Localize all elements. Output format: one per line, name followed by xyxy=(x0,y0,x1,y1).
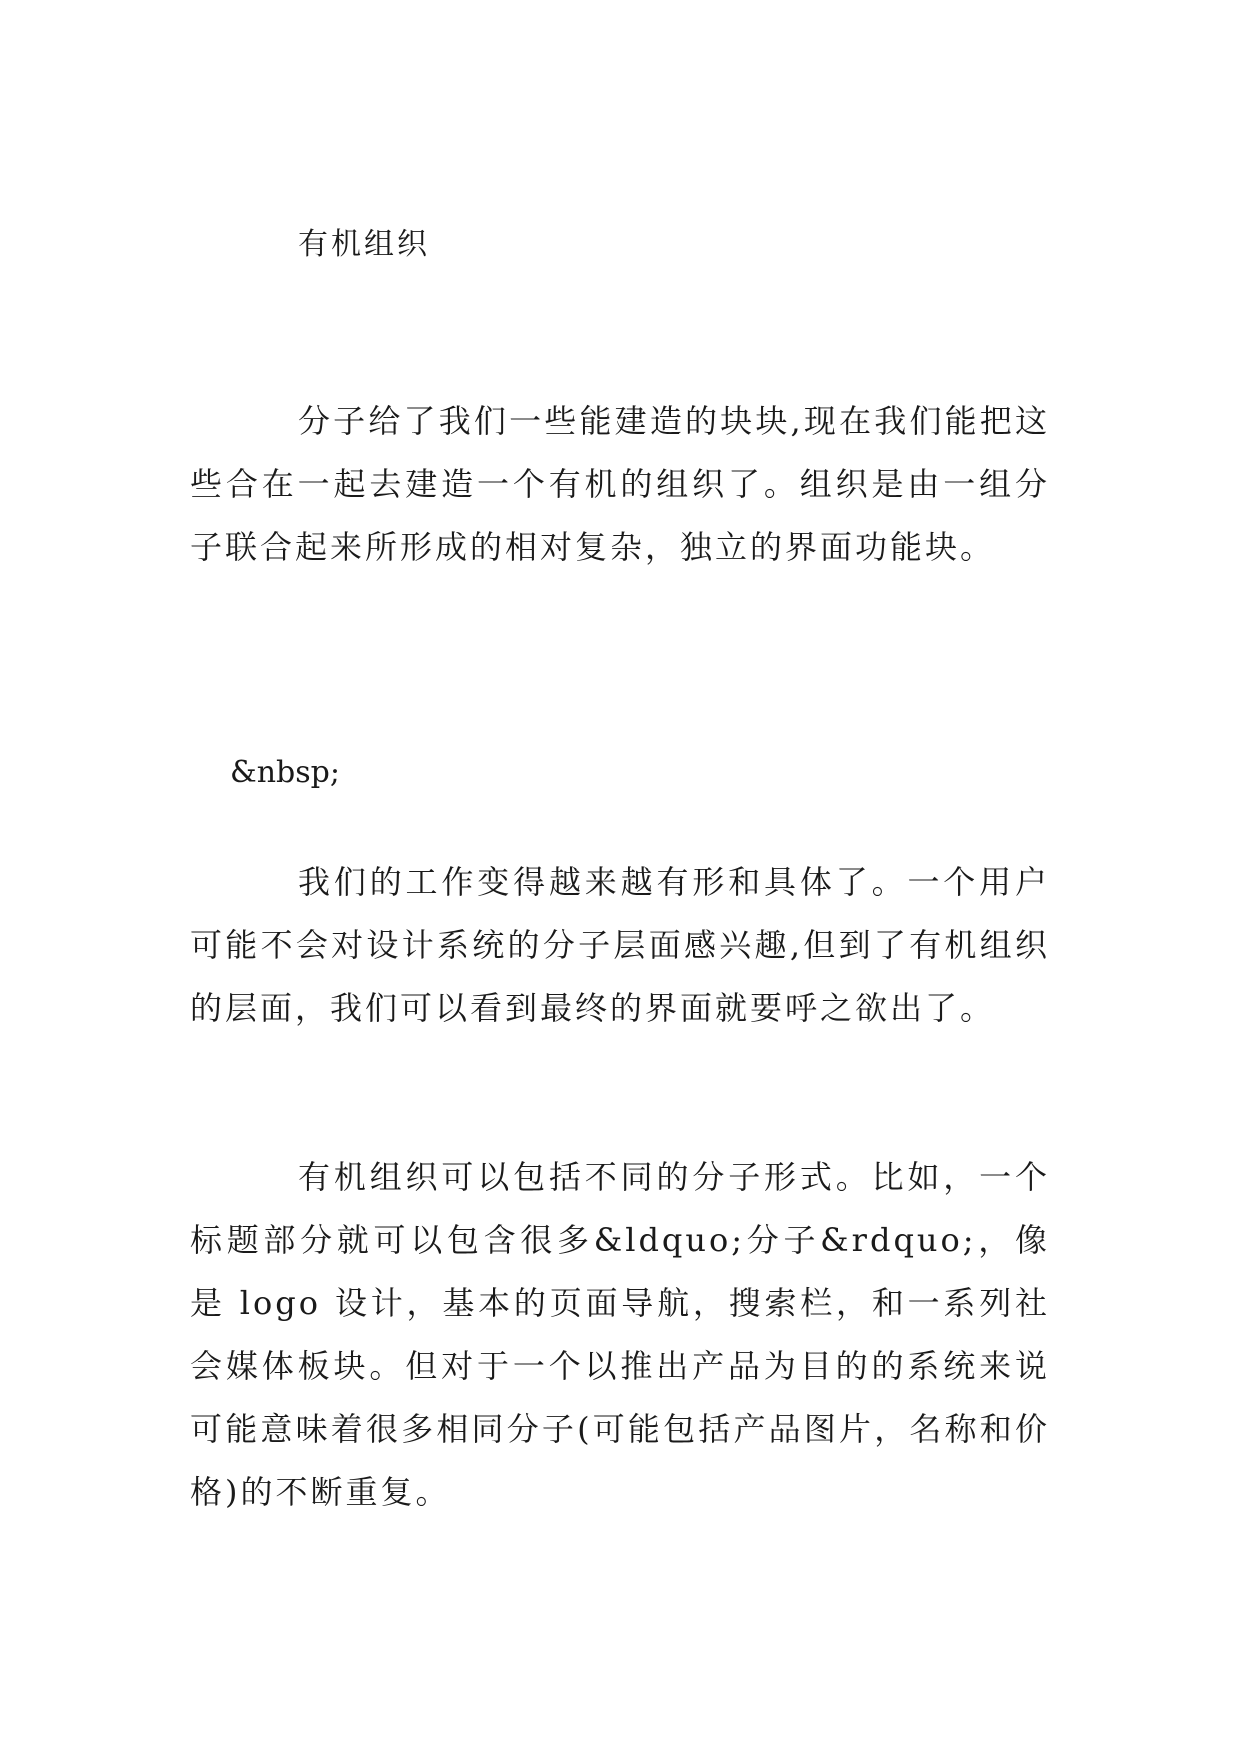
page-title: 有机组织 xyxy=(298,227,430,262)
paragraph-3: 我们的工作变得越来越有形和具体了。一个用户可能不会对设计系统的分子层面感兴趣,但到了有机组织的层面，我们可以看到最终的界面就要呼之欲出了。 xyxy=(190,863,1050,1027)
paragraph-4: 有机组织可以包括不同的分子形式。比如，一个标题部分就可以包含很多&ldquo;分子&rdquo;，像是 logo 设计，基本的页面导航，搜索栏，和一系列社会媒体板块。但对于一个以推出产品为目的的系统来说可能意味着很多相同分子(可能包括产品图片，名称和价格)的不断重复。 xyxy=(190,1158,1050,1511)
paragraph-2: &nbsp; xyxy=(230,755,340,790)
paragraph-1: 分子给了我们一些能建造的块块,现在我们能把这些合在一起去建造一个有机的组织了。组织是由一组分子联合起来所形成的相对复杂，独立的界面功能块。 xyxy=(190,402,1050,566)
